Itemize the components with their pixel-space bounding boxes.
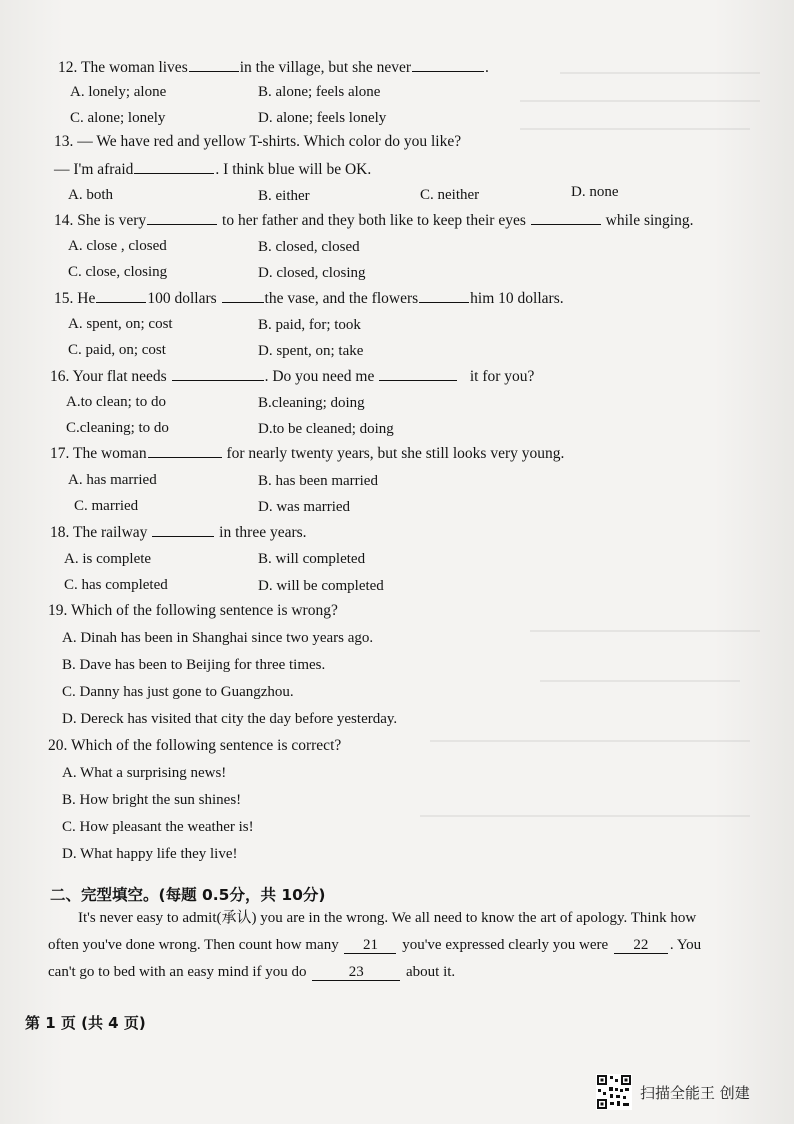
- cloze-blank-23: 23: [312, 964, 400, 981]
- option-b: B. either: [258, 188, 310, 204]
- scanner-watermark: [596, 1074, 750, 1110]
- answer-blank: [379, 366, 457, 381]
- option-c: C. married: [74, 498, 139, 514]
- stem-text: 16. Your flat needs: [50, 368, 167, 385]
- option-c: C. How pleasant the weather is!: [62, 819, 254, 835]
- question-18-stem: [50, 522, 307, 543]
- stem-text: 14. She is very: [54, 212, 147, 229]
- stem-text: the vase, and the flowers: [264, 290, 419, 307]
- stem-text: . I think blue will be OK.: [215, 161, 372, 178]
- passage-line: It's never easy to admit(承认) you are in the wrong. We all need to know the art of apology. Think how: [78, 910, 697, 926]
- answer-blank: [172, 366, 264, 381]
- answer-blank: [96, 288, 146, 303]
- answer-blank: [148, 443, 222, 458]
- cloze-blank-21: 21: [344, 937, 396, 954]
- answer-blank: [147, 210, 217, 225]
- option-d: D. Dereck has visited that city the day before yesterday.: [62, 711, 398, 727]
- passage-text: you've expressed clearly you were: [402, 937, 609, 953]
- passage-line: [48, 935, 701, 955]
- passage-text: about it.: [406, 964, 456, 980]
- answer-blank: [531, 210, 601, 225]
- option-b: B. has been married: [258, 473, 378, 489]
- stem-text: 15. He: [54, 290, 96, 307]
- answer-blank: [412, 57, 484, 72]
- option-d: D. will be completed: [258, 578, 384, 594]
- stem-text: him 10 dollars.: [470, 290, 564, 307]
- option-c: C. Danny has just gone to Guangzhou.: [62, 684, 294, 700]
- option-d: D. spent, on; take: [258, 343, 364, 359]
- answer-blank: [222, 288, 264, 303]
- stem-text: in the village, but she never: [239, 59, 412, 76]
- passage-text: often you've done wrong. Then count how many: [48, 937, 339, 953]
- answer-blank: [189, 57, 239, 72]
- option-d: D. was married: [258, 499, 351, 515]
- option-a: A. What a surprising news!: [62, 765, 227, 781]
- question-13-stem: 13. — We have red and yellow T-shirts. Which color do you like?: [54, 133, 462, 150]
- section-title: 二、完型填空。(每题 0.5分，共 10分): [50, 886, 326, 904]
- cloze-blank-22: 22: [614, 937, 668, 954]
- option-a: A. Dinah has been in Shanghai since two years ago.: [62, 630, 374, 646]
- stem-text: . Do you need me: [264, 368, 375, 385]
- passage-text: . You: [669, 937, 702, 953]
- passage-line: [48, 962, 455, 982]
- passage-text: can't go to bed with an easy mind if you do: [48, 964, 307, 980]
- option-c: C. neither: [420, 187, 480, 203]
- question-12-stem: [58, 57, 489, 78]
- stem-text: .: [485, 59, 489, 76]
- stem-text: 12. The woman lives: [58, 59, 188, 76]
- option-b: B. How bright the sun shines!: [62, 792, 242, 808]
- answer-blank: [419, 288, 469, 303]
- option-d: D. none: [571, 184, 619, 200]
- option-a: A.to clean; to do: [66, 394, 166, 410]
- option-a: A. both: [68, 187, 113, 203]
- option-a: A. lonely; alone: [70, 84, 167, 100]
- option-c: C. alone; lonely: [70, 110, 166, 126]
- option-d: D. alone; feels lonely: [258, 110, 387, 126]
- question-14-stem: [54, 210, 693, 231]
- stem-text: for nearly twenty years, but she still looks very young.: [226, 445, 565, 462]
- option-c: C. paid, on; cost: [68, 342, 166, 358]
- option-b: B. Dave has been to Beijing for three times.: [62, 657, 326, 673]
- option-b: B. alone; feels alone: [258, 84, 381, 100]
- option-b: B. will completed: [258, 551, 366, 567]
- option-d: D. What happy life they live!: [62, 846, 238, 862]
- question-17-stem: [50, 443, 564, 464]
- question-15-stem: [54, 288, 564, 309]
- question-13-reply: [54, 159, 371, 180]
- option-c: C.cleaning; to do: [66, 420, 169, 436]
- option-c: C. has completed: [64, 577, 168, 593]
- question-19-stem: 19. Which of the following sentence is wrong?: [48, 602, 338, 619]
- stem-text: to her father and they both like to keep their eyes: [222, 212, 526, 229]
- option-d: D. closed, closing: [258, 265, 366, 281]
- answer-blank: [152, 522, 214, 537]
- stem-text: 17. The woman: [50, 445, 147, 462]
- scanner-label: 扫描全能王 创建: [640, 1083, 750, 1102]
- qr-code-icon: [596, 1074, 632, 1110]
- option-a: A. has married: [68, 472, 157, 488]
- stem-text: 18. The railway: [50, 524, 148, 541]
- stem-text: — I'm afraid: [54, 161, 134, 178]
- option-b: B. paid, for; took: [258, 317, 361, 333]
- stem-text: it for you?: [469, 368, 535, 385]
- stem-text: while singing.: [605, 212, 694, 229]
- option-a: A. spent, on; cost: [68, 316, 173, 332]
- option-a: A. close , closed: [68, 238, 167, 254]
- question-20-stem: 20. Which of the following sentence is correct?: [48, 737, 342, 754]
- page-number: 第 1 页 (共 4 页): [25, 1014, 146, 1032]
- answer-blank: [134, 159, 214, 174]
- option-b: B. closed, closed: [258, 239, 360, 255]
- question-16-stem: [50, 366, 534, 387]
- option-b: B.cleaning; doing: [258, 395, 365, 411]
- stem-text: 100 dollars: [147, 290, 217, 307]
- option-d: D.to be cleaned; doing: [258, 421, 394, 437]
- stem-text: in three years.: [219, 524, 307, 541]
- option-c: C. close, closing: [68, 264, 168, 280]
- option-a: A. is complete: [64, 551, 152, 567]
